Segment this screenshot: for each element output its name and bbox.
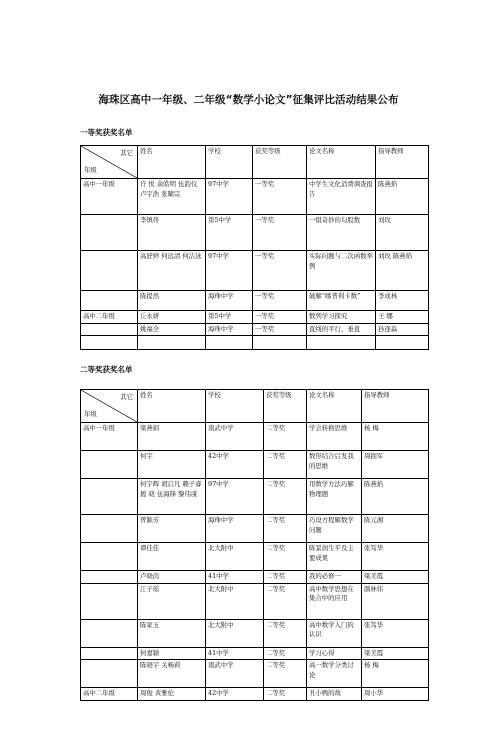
cell-award: 一等奖 <box>253 291 307 311</box>
header-school: 学校 <box>206 390 264 423</box>
cell-paper: 数列学习探究 <box>307 311 376 324</box>
cell-award: 二等奖 <box>264 515 307 543</box>
cell-school: 北大附中 <box>206 543 264 571</box>
cell-name: 陈提然 <box>138 291 206 311</box>
table-header-row <box>81 390 429 423</box>
cell-name: 陈晓宇 关畅莉 <box>138 660 206 688</box>
second-prize-heading: 二等奖获奖名单 <box>80 365 133 374</box>
cell-grade: 高中一年级 <box>81 423 138 451</box>
cell-paper: 学习心得 <box>307 647 362 660</box>
cell-school: 97中学 <box>206 251 253 291</box>
cell-grade <box>81 451 138 479</box>
cell-paper: 中学生文化消费调查报告 <box>307 179 376 215</box>
cell-name: 谭佳佳 <box>138 543 206 571</box>
cell-award: 一等奖 <box>253 251 307 291</box>
header-award: 获奖等级 <box>264 390 307 423</box>
cell-name: 何宇 <box>138 451 206 479</box>
table-row <box>81 647 429 660</box>
cell-name: 何宇辉 胡启凡 赖子睿 揭 晓 伍海锋 黎伟康 <box>138 479 206 515</box>
cell-award: 一等奖 <box>253 215 307 251</box>
header-corner-top: 其它 <box>120 393 133 401</box>
cell-name: 何嘉颖 <box>138 647 206 660</box>
header-paper: 论文名称 <box>307 146 376 179</box>
table-row <box>81 688 429 701</box>
cell-paper: 丑小鸭的故 <box>307 688 362 701</box>
cell-advisor: 梁美霞 <box>362 647 429 660</box>
cell-grade <box>81 323 138 336</box>
cell-name: 丘永妍 <box>138 311 206 324</box>
cell-grade <box>81 479 138 515</box>
cell-paper: 一组奇妙的勾股数 <box>307 215 376 251</box>
cell-award: 一等奖 <box>253 179 307 215</box>
cell-paper: 破解“喀普利卡数” <box>307 291 376 311</box>
cell-paper: 学会转换思维 <box>307 423 362 451</box>
cell-award: 二等奖 <box>264 619 307 647</box>
cell-school: 北大附中 <box>206 583 264 619</box>
cell-award: 二等奖 <box>264 647 307 660</box>
header-corner-bottom: 年级 <box>84 165 97 174</box>
cell-paper: 数形结合启发我的思维 <box>307 451 362 479</box>
cell-grade: 高中二年级 <box>81 688 138 701</box>
cell-grade <box>81 571 138 584</box>
cell-grade <box>81 647 138 660</box>
cell-grade: 高中一年级 <box>81 179 138 215</box>
cell-advisor: 陈燕焰 <box>376 179 429 215</box>
cell-award: 一等奖 <box>253 323 307 336</box>
cell-advisor: 张笃华 <box>362 543 429 571</box>
cell-name: 陈家玉 <box>138 619 206 647</box>
cell-grade <box>81 515 138 543</box>
cell-advisor: 陈元湘 <box>362 515 429 543</box>
cell-grade <box>81 215 138 251</box>
cell-school: 海珠中学 <box>206 291 253 311</box>
table-row <box>81 515 429 543</box>
cell-award: 二等奖 <box>264 479 307 515</box>
cell-grade <box>81 660 138 688</box>
cell-name: 高舒婷 何远清 何洁泳 <box>138 251 206 291</box>
cell-name: 卢晓茵 <box>138 571 206 584</box>
cell-grade: 高中二年级 <box>81 311 138 324</box>
header-advisor: 指导教师 <box>362 390 429 423</box>
cell-award: 二等奖 <box>264 688 307 701</box>
table-header-row <box>81 146 429 179</box>
cell-name: 江子瑶 <box>138 583 206 619</box>
table-row <box>81 291 429 311</box>
cell-name: 李镇佟 <box>138 215 206 251</box>
cell-school: 41中学 <box>206 647 264 660</box>
cell-grade <box>81 291 138 311</box>
header-corner-cell <box>81 146 138 179</box>
cell-name: 姚福全 <box>138 323 206 336</box>
cell-name: 许 悦 余皓明 伍韵仪 卢宇浩 张曜宗 <box>138 179 206 215</box>
cell-advisor: 刘玫 <box>376 215 429 251</box>
cell-award: 二等奖 <box>264 571 307 584</box>
cell-school: 41中学 <box>206 571 264 584</box>
cell-school: 海珠中学 <box>206 515 264 543</box>
cell-advisor: 陈燕焰 <box>362 479 429 515</box>
cell-advisor: 张笃华 <box>362 619 429 647</box>
header-corner-top: 其它 <box>120 149 133 157</box>
cell-grade <box>81 619 138 647</box>
cell-name: 梁燕娟 <box>138 423 206 451</box>
cell-school: 北大附中 <box>206 619 264 647</box>
cell-school: 42中学 <box>206 451 264 479</box>
header-corner-bottom: 年级 <box>84 409 97 418</box>
first-prize-heading: 一等奖获奖名单 <box>80 128 133 137</box>
cell-advisor: 王 娜 <box>376 311 429 324</box>
cell-grade <box>81 543 138 571</box>
table-row <box>81 215 429 251</box>
table-row <box>81 423 429 451</box>
cell-paper: 我的必修一 <box>307 571 362 584</box>
cell-award: 二等奖 <box>264 660 307 688</box>
cell-advisor: 杨 梅 <box>362 660 429 688</box>
cell-name: 曾颖芳 <box>138 515 206 543</box>
cell-paper: 陈景润生平及主要成果 <box>307 543 362 571</box>
cell-advisor: 孙逢淼 <box>376 323 429 336</box>
table-row <box>81 323 429 336</box>
table-row <box>81 571 429 584</box>
cell-school: 海珠中学 <box>206 323 253 336</box>
cell-paper: 高中数学思想在集合中的应用 <box>307 583 362 619</box>
table-row <box>81 251 429 291</box>
cell-award: 一等奖 <box>253 311 307 324</box>
table-row <box>81 660 429 688</box>
cell-paper: 直线的平行、垂直 <box>307 323 376 336</box>
cell-school: 南武中学 <box>206 660 264 688</box>
cell-award: 二等奖 <box>264 451 307 479</box>
cell-advisor: 李成林 <box>376 291 429 311</box>
cell-award: 二等奖 <box>264 583 307 619</box>
cell-school: 南武中学 <box>206 423 264 451</box>
table-row <box>81 179 429 215</box>
table-row <box>81 479 429 515</box>
cell-school: 42中学 <box>206 688 264 701</box>
cell-advisor: 周小华 <box>362 688 429 701</box>
cell-award: 二等奖 <box>264 543 307 571</box>
cell-grade <box>81 583 138 619</box>
cell-paper: 实际问题与二次函数举例 <box>307 251 376 291</box>
cell-school: 第5中学 <box>206 215 253 251</box>
cell-school: 第5中学 <box>206 311 253 324</box>
table-row <box>81 451 429 479</box>
table-row-empty <box>81 336 429 350</box>
cell-paper: 高一数学分类讨论 <box>307 660 362 688</box>
table-row <box>81 543 429 571</box>
table-row <box>81 619 429 647</box>
header-award: 获奖等级 <box>253 146 307 179</box>
cell-paper: 用数学方法巧解物理题 <box>307 479 362 515</box>
table-row <box>81 311 429 324</box>
cell-paper: 巧设方程解数学问题 <box>307 515 362 543</box>
header-name: 姓名 <box>138 390 206 423</box>
cell-grade <box>81 251 138 291</box>
cell-paper: 高中数学入门的认识 <box>307 619 362 647</box>
header-name: 姓名 <box>138 146 206 179</box>
cell-advisor: 杨 梅 <box>362 423 429 451</box>
cell-advisor: 梁美霞 <box>362 571 429 584</box>
cell-name: 周俊 黄雅伦 <box>138 688 206 701</box>
header-corner-cell <box>81 390 138 423</box>
page-title: 海珠区高中一年级、二年级“数学小论文”征集评比活动结果公布 <box>98 94 399 106</box>
header-paper: 论文名称 <box>307 390 362 423</box>
first-prize-table <box>80 145 429 350</box>
cell-advisor: 周拥军 <box>362 451 429 479</box>
header-school: 学校 <box>206 146 253 179</box>
header-advisor: 指导教师 <box>376 146 429 179</box>
cell-award: 二等奖 <box>264 423 307 451</box>
cell-advisor: 刘玫 陈燕焰 <box>376 251 429 291</box>
table-row <box>81 583 429 619</box>
cell-school: 97中学 <box>206 479 264 515</box>
cell-school: 97中学 <box>206 179 253 215</box>
cell-advisor: 颜林伟 <box>362 583 429 619</box>
second-prize-table <box>80 389 429 701</box>
